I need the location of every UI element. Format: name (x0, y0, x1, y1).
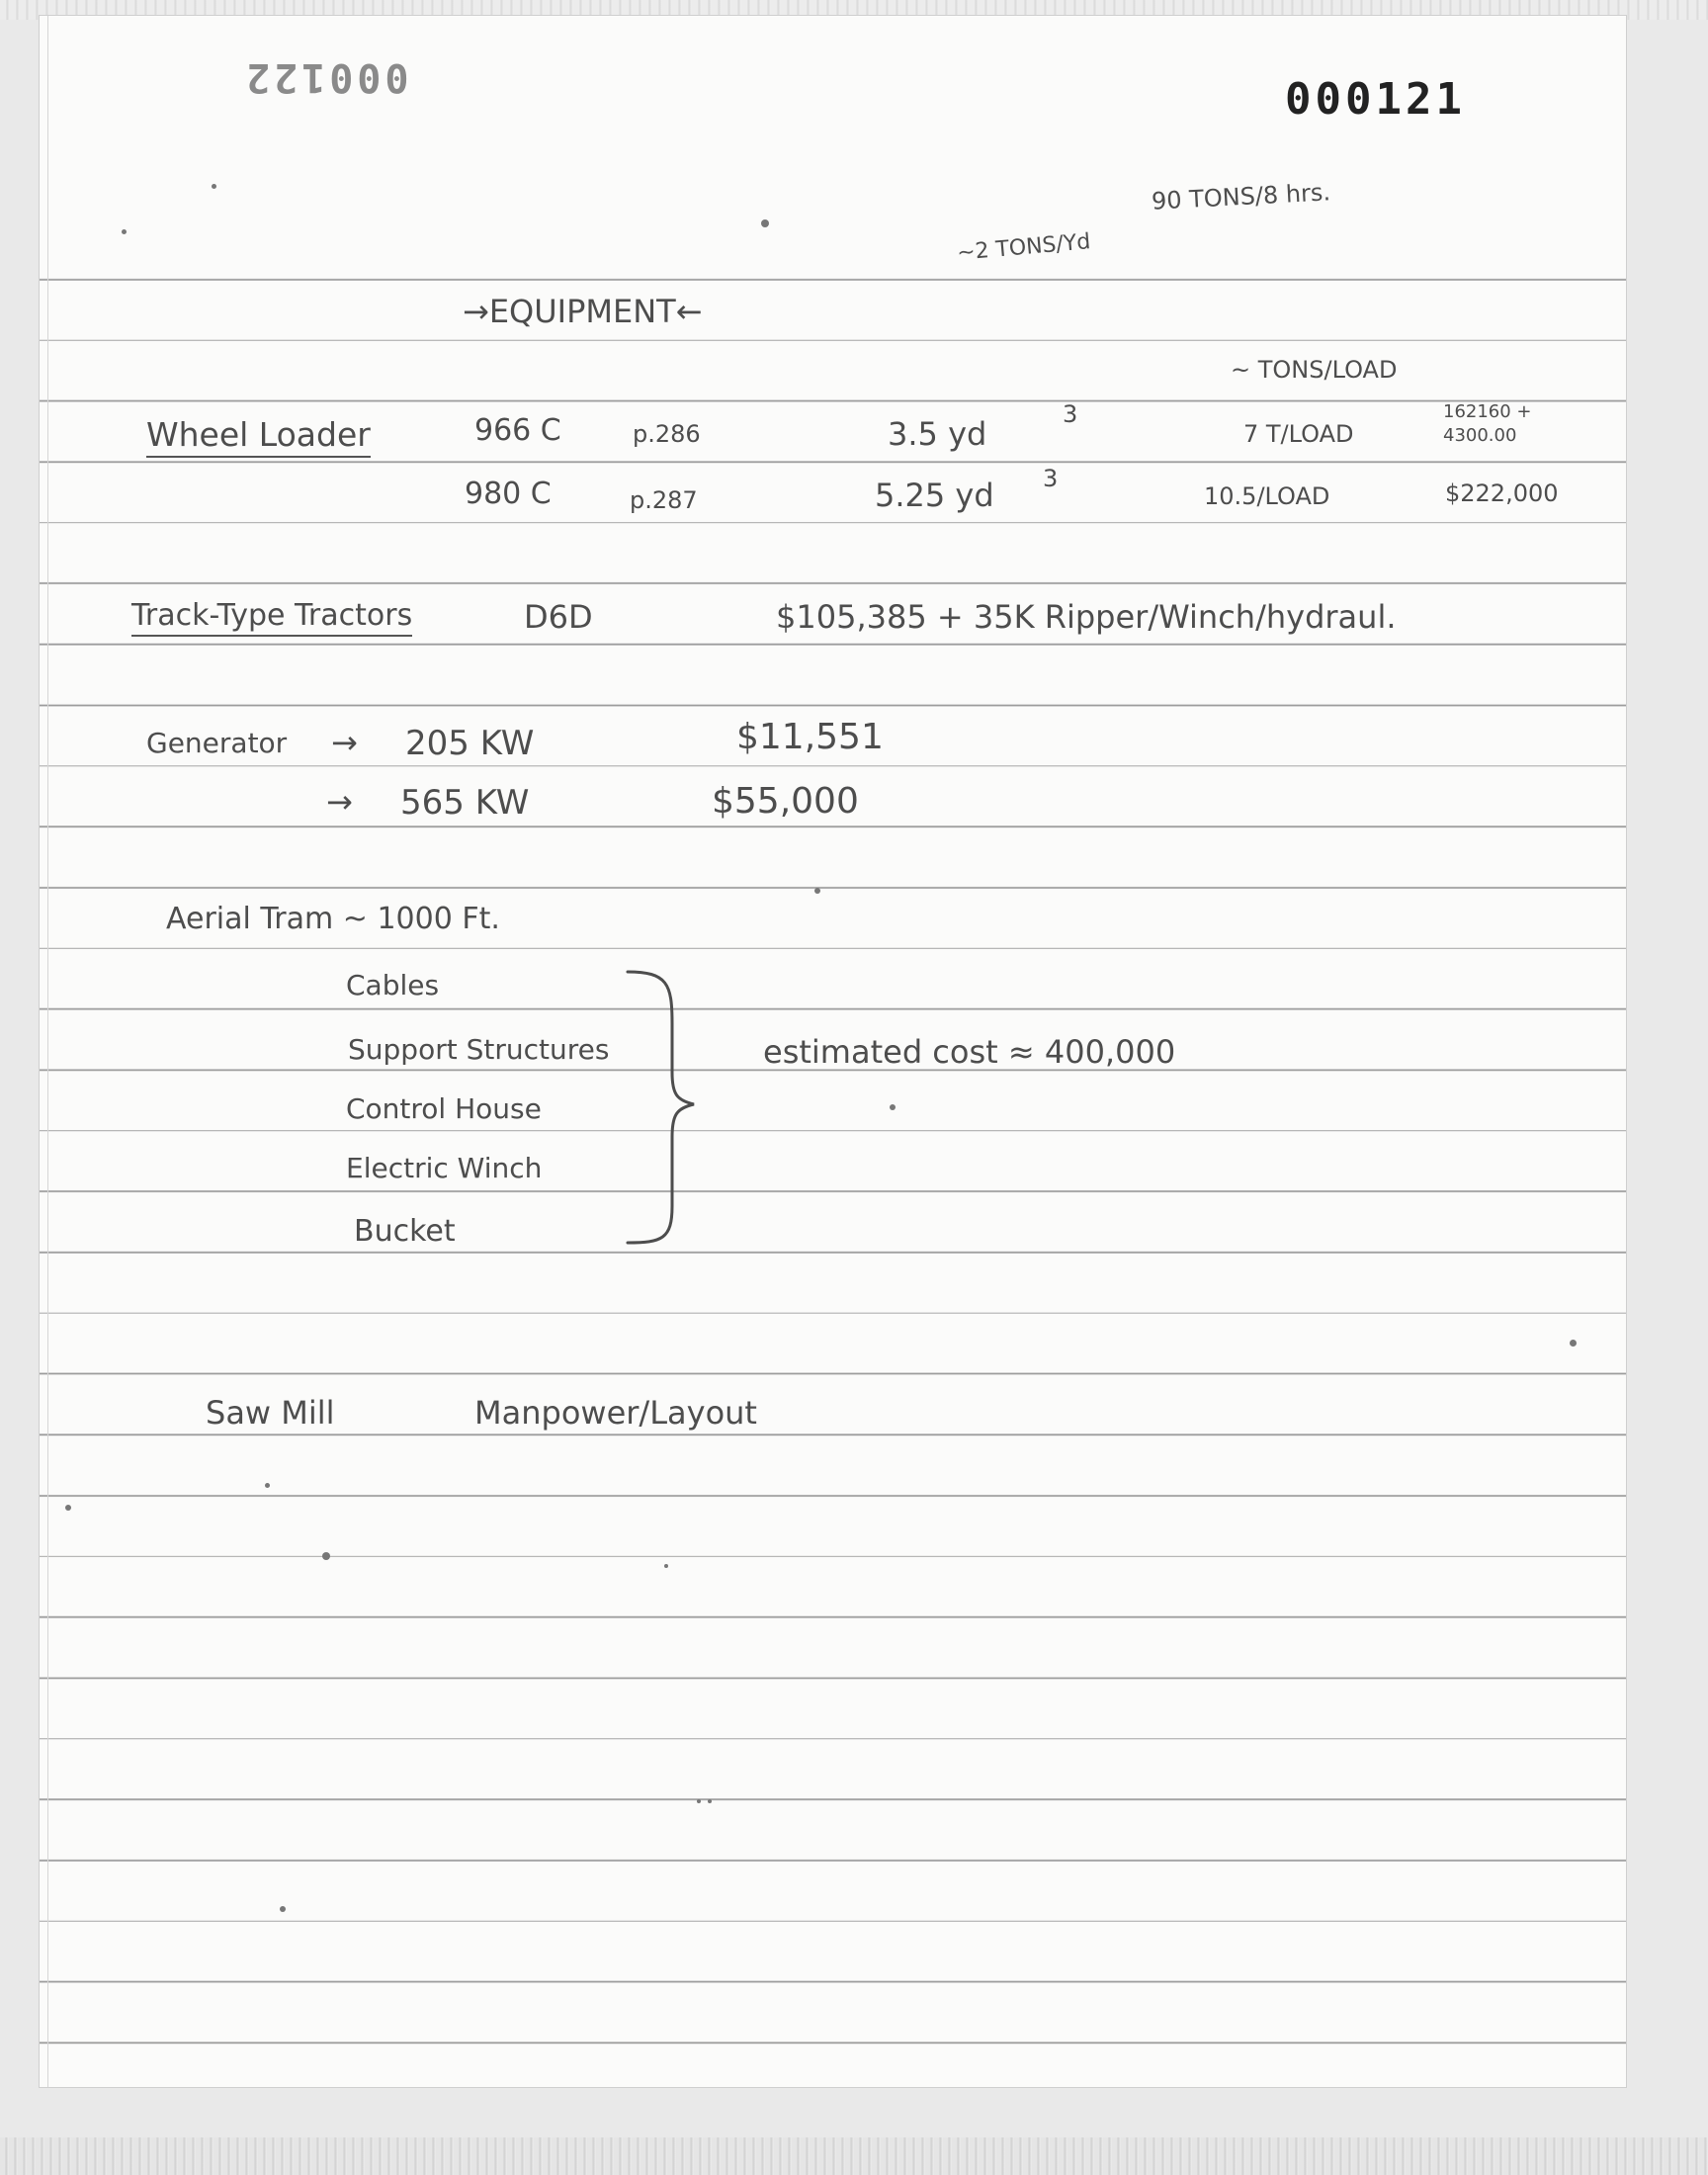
scan-speck (761, 219, 769, 227)
wheel-loader-page-1: p.286 (633, 420, 701, 448)
track-type-tractors-label: Track-Type Tractors (131, 598, 412, 637)
wheel-loader-page-2: p.287 (630, 486, 698, 514)
scan-speck (65, 1505, 71, 1511)
tons-per-load-header: ~ TONS/LOAD (1231, 356, 1398, 384)
tons-per-yard-note: ~2 TONS/Yd (956, 229, 1092, 266)
tons-per-shift-note: 90 TONS/8 hrs. (1151, 178, 1331, 216)
scan-speck (1570, 1340, 1577, 1347)
aerial-tram-label: Aerial Tram ~ 1000 Ft. (166, 902, 500, 936)
equipment-title: →EQUIPMENT← (463, 293, 703, 330)
wheel-loader-model-2: 980 C (465, 477, 552, 511)
scan-speck (890, 1104, 896, 1110)
scan-edge-bottom (0, 2137, 1708, 2175)
mirrored-bates-stamp: 000122 (242, 54, 409, 100)
track-type-model: D6D (524, 598, 593, 636)
sheet-header-area (40, 16, 1626, 263)
generator-price-1: $11,551 (736, 717, 884, 757)
wheel-loader-label: Wheel Loader (146, 415, 371, 458)
scan-speck (322, 1552, 330, 1560)
scan-speck (664, 1564, 668, 1568)
tram-item-cables: Cables (346, 969, 440, 1001)
cubic-exponent-1: 3 (1063, 400, 1078, 428)
track-type-price: $105,385 + 35K Ripper/Winch/hydraul. (776, 598, 1397, 636)
tram-estimated-cost: estimated cost ≈ 400,000 (763, 1033, 1176, 1071)
tram-item-bucket: Bucket (354, 1214, 456, 1249)
wheel-loader-model-1: 966 C (474, 413, 561, 448)
scan-speck (212, 184, 216, 189)
bates-page-number: 000121 (1285, 74, 1466, 125)
wheel-loader-capacity-1: 3.5 yd (888, 415, 987, 453)
wheel-loader-price-2: $222,000 (1445, 479, 1559, 507)
scan-speck (697, 1799, 701, 1803)
arrow-icon: → (326, 783, 353, 821)
scan-speck (265, 1483, 270, 1488)
saw-mill-note: Manpower/Layout (474, 1394, 757, 1432)
scan-speck (122, 229, 127, 234)
wheel-loader-capacity-2: 5.25 yd (875, 477, 994, 514)
scan-speck (814, 888, 820, 894)
wheel-loader-tons-1: 7 T/LOAD (1243, 420, 1354, 448)
curly-brace (613, 964, 702, 1251)
wheel-loader-price-1: 162160 + 4300.00 (1443, 401, 1532, 446)
saw-mill-label: Saw Mill (206, 1394, 335, 1432)
scan-speck (708, 1799, 712, 1803)
cubic-exponent-2: 3 (1043, 465, 1059, 492)
generator-label: Generator (146, 727, 288, 759)
wheel-loader-tons-2: 10.5/LOAD (1204, 482, 1330, 510)
arrow-icon: → (331, 724, 358, 761)
tram-item-support-structures: Support Structures (348, 1033, 610, 1066)
generator-power-1: 205 KW (405, 724, 535, 763)
scan-speck (280, 1906, 286, 1912)
generator-price-2: $55,000 (712, 781, 859, 822)
tram-item-electric-winch: Electric Winch (346, 1152, 543, 1184)
tram-item-control-house: Control House (346, 1092, 542, 1125)
sheet-margin (47, 16, 48, 2087)
generator-power-2: 565 KW (400, 783, 530, 823)
